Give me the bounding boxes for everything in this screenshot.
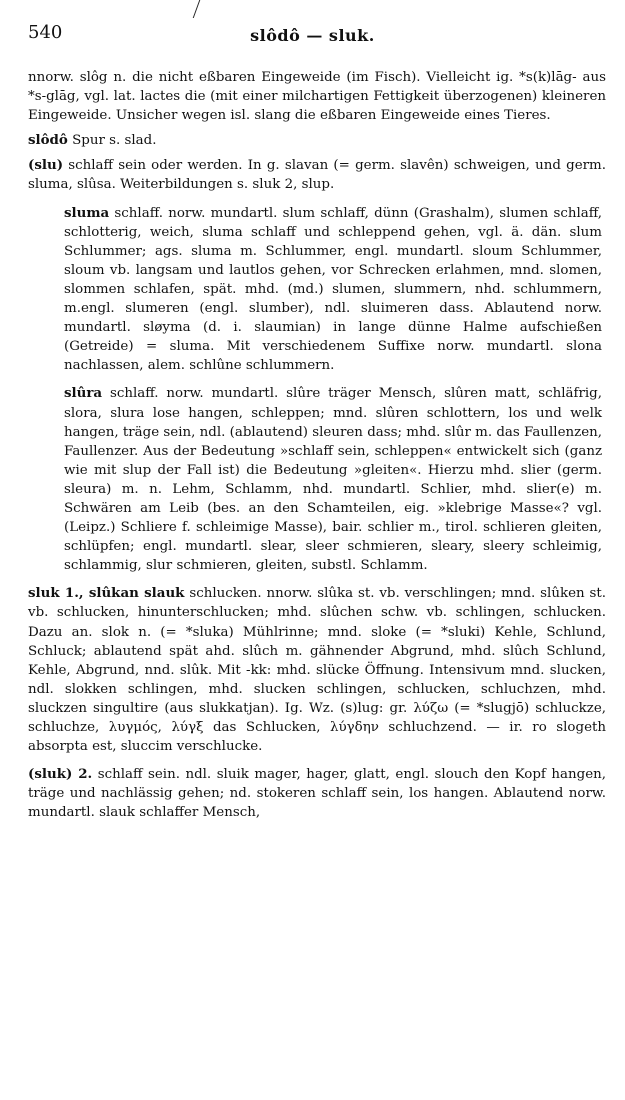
entry-lemma: sluma <box>64 204 110 221</box>
running-title: slôdô — sluk. <box>250 26 375 45</box>
entry-text: schlucken. nnorw. slûka st. vb. verschlingen; mnd. slûken st. vb. schlucken, hinunterschlucken; mhd. slûchen schw. vb. schlingen, schlucken. Dazu an. slok n. (= *sluka) Mühlrinne; mnd. sloke (= *sluki) Kehle, Schlund, Schluck; ablautend spät ahd. slûch m. gähnender Abgrund, mhd. slûch Schlund, Kehle, Abgrund, nnd. slûk. Mit -kk: mhd. slücke Öffnung. Intensivum mnd. slucken, ndl. slokken schlingen, mhd. slucken schlingen, schlucken, schluchzen, mhd. sluckzen singultire (aus slukkatjan). Ig. Wz. (s)lug: gr. λύζω (= *slugjō) schluckze, schluchze, λυγμός, λύγξ das Schlucken, λύγδην schluchzend. — ir. ro slogeth absorpta est, sluccim verschlucke. <box>28 586 606 755</box>
entry-lemma: sluk 1., slûkan slauk <box>28 585 185 602</box>
entry-slodo <box>28 131 606 150</box>
entry-lemma: (sluk) 2. <box>28 766 93 783</box>
entry-slu <box>28 156 606 194</box>
entry-sluk-1 <box>28 584 606 756</box>
entry-lemma: slôdô <box>28 132 68 149</box>
page-body <box>28 68 606 831</box>
entry-continuation <box>28 68 606 125</box>
entry-text: schlaff sein. ndl. sluik mager, hager, glatt, engl. slouch den Kopf hangen, träge und nachlässig gehen; nd. stokeren schlaff sein, los hangen. Ablautend norw. mundartl. slauk schlaffer Mensch, <box>28 767 606 821</box>
entry-slura <box>64 384 602 575</box>
entry-sluma <box>64 204 602 376</box>
entry-lemma: (slu) <box>28 157 64 174</box>
entry-text: schlaff. norw. mundartl. slûre träger Mensch, slûren matt, schläfrig, slora, slura lose hangen, schleppen; mnd. slûren schlottern, los und welk hangen, träge sein, ndl. (ablautend) sleuren dass; mhd. slûr m. das Faullenzen, Faullenzer. Aus der Bedeutung »schlaff sein, schleppen« entwickelt sich (ganz wie mit slup der Fall ist) die Bedeutung »gleiten«. Hierzu mhd. slier (germ. sleura) m. n. Lehm, Schlamm, nhd. mundartl. Schlier, mhd. slier(e) m. Schwären am Leib (bes. an den Schamteilen, eig. »klebrige Masse«? vgl. (Leipz.) Schliere f. schleimige Masse), bair. schlier m., tirol. schlieren gleiten, schlüpfen; engl. mundartl. slear, sleer schmieren, sleary, sleery schleimig, schlammig, slur schmieren, gleiten, substl. Schlamm. <box>64 386 602 574</box>
entry-text: schlaff sein oder werden. In g. slavan (= germ. slavên) schweigen, und germ. sluma, slûsa. Weiterbildungen s. sluk 2, slup. <box>28 158 606 193</box>
pencil-mark <box>193 0 203 18</box>
entry-text: schlaff. norw. mundartl. slum schlaff, dünn (Grashalm), slumen schlaff, schlotterig, weich, sluma schlaff und schleppend gehen, vgl. ä. dän. slum Schlummer; ags. sluma m. Schlummer, engl. mundartl. sloum Schlummer, sloum vb. langsam und lautlos gehen, vor Schrecken erlahmen, mnd. slomen, slommen schlafen, spät. mhd. (md.) slumen, slummern, nhd. schlummern, m.engl. slumeren (engl. slumber), ndl. sluimeren dass. Ablautend norw. mundartl. sløyma (d. i. slaumian) in lange dünne Halme aufschießen (Getreide) = sluma. Mit verschiedenem Suffixe norw. mundartl. slona nachlassen, alem. schlûne schlummern. <box>64 205 602 374</box>
entry-text: Spur s. slad. <box>67 133 157 149</box>
page-header <box>28 22 597 48</box>
entry-sluk-2 <box>28 765 606 822</box>
entry-text: nnorw. slôg n. die nicht eßbaren Eingeweide (im Fisch). Vielleicht ig. *s(k)lāg- aus *s-glāg, vgl. lat. lactes die (mit einer milchartigen Fettigkeit überzogenen) kleineren Eingeweide. Unsicher wegen isl. slang die eßbaren Eingeweide eines Tieres. <box>28 70 606 124</box>
page-number: 540 <box>28 22 63 43</box>
entry-lemma: slûra <box>64 385 103 402</box>
